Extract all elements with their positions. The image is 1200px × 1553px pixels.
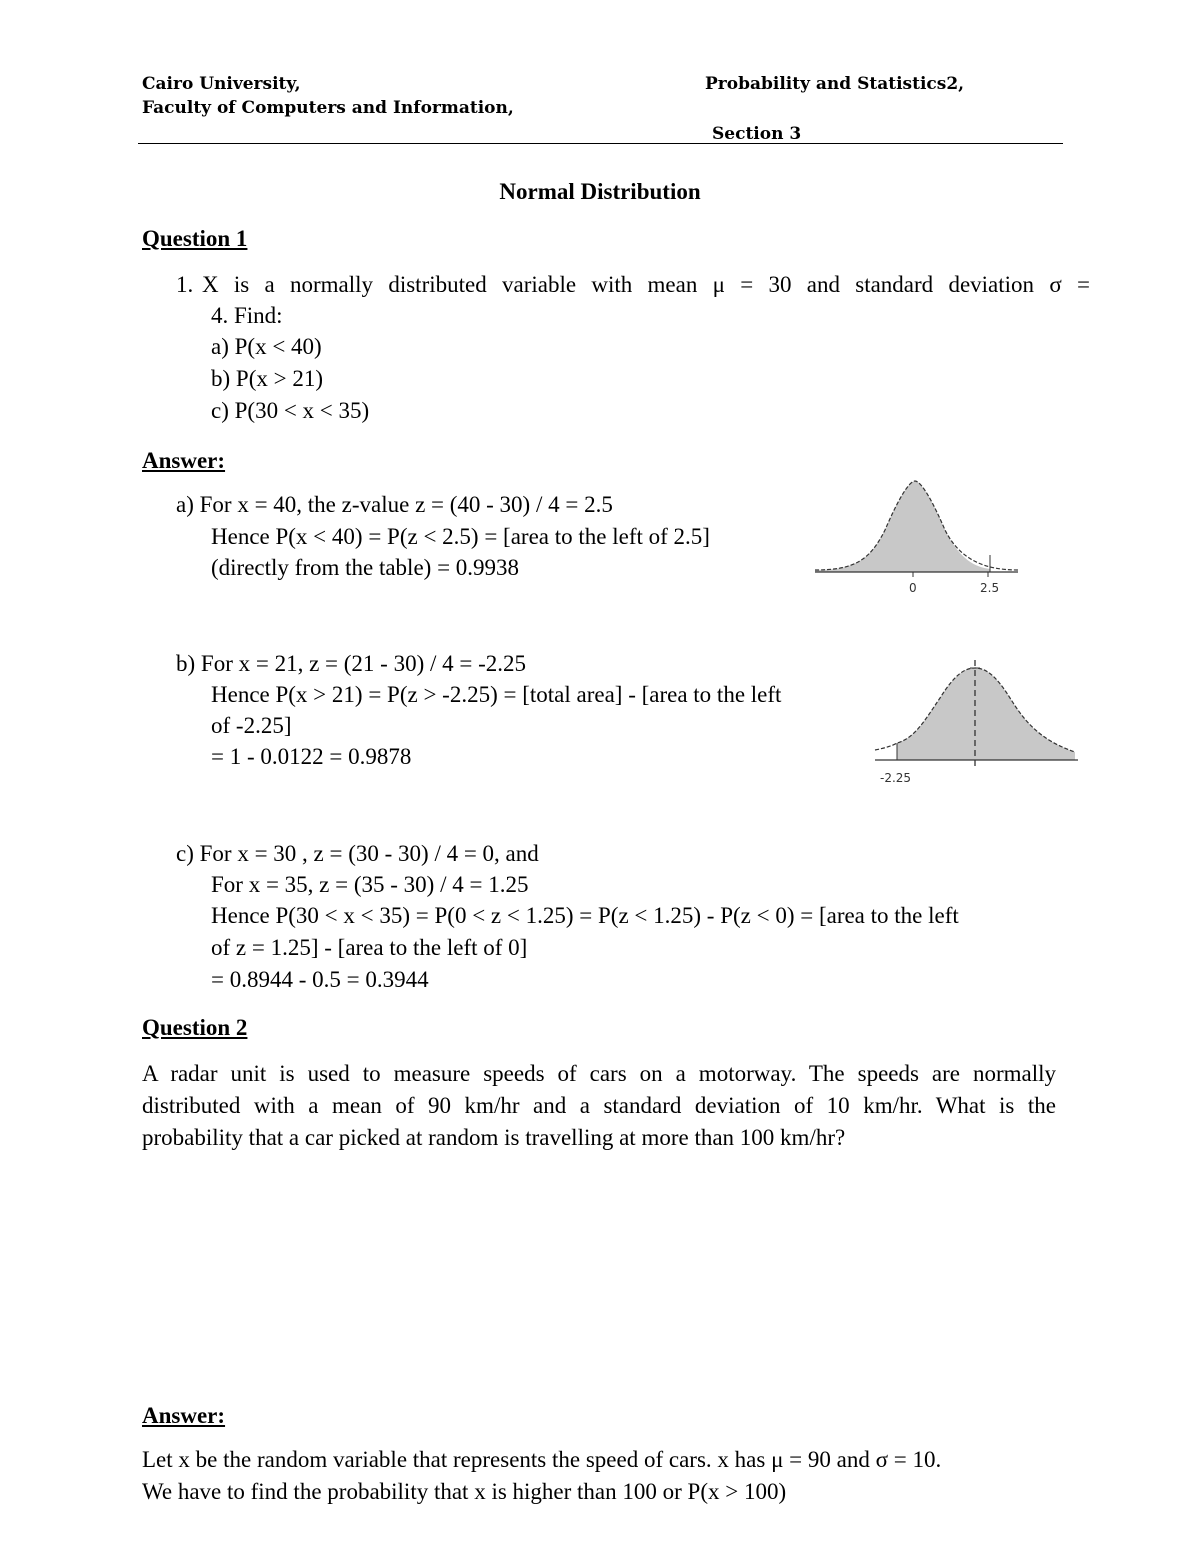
answer-2-line1: Let x be the random variable that represents the speed of cars. x has μ = 90 and σ = 10. [142, 1447, 942, 1472]
answer-a-line2: Hence P(x < 40) = P(z < 2.5) = [area to the left of 2.5] [211, 524, 710, 549]
page-title: Normal Distribution [499, 179, 701, 204]
normal-curve-figure-a [810, 475, 1025, 600]
answer-b-line3: of -2.25] [211, 713, 292, 738]
faculty-name: Faculty of Computers and Information, [142, 98, 514, 118]
answer-b-line4: = 1 - 0.0122 = 0.9878 [211, 744, 412, 769]
tick-label-0: 0 [909, 581, 917, 595]
tick-label-2-5: 2.5 [980, 581, 1000, 595]
question-1-number: 1. [176, 272, 194, 297]
answer-c-line1: c) For x = 30 , z = (30 - 30) / 4 = 0, and [176, 841, 539, 866]
answer-c-line3: Hence P(30 < x < 35) = P(0 < z < 1.25) = P(z < 1.25) - P(z < 0) = [area to the left [211, 903, 959, 928]
answer-2-line2: We have to find the probability that x is higher than 100 or P(x > 100) [142, 1479, 787, 1504]
answer-a-line1: a) For x = 40, the z-value z = (40 - 30) / 4 = 2.5 [176, 492, 613, 517]
question-1-part-c: c) P(30 < x < 35) [211, 398, 370, 423]
shaded-area-left-of-2-5 [815, 481, 990, 572]
question-2-line1: A radar unit is used to measure speeds of cars on a motorway. The speeds are normally [142, 1061, 1056, 1086]
question-1-statement-line1: X is a normally distributed variable with mean μ = 30 and standard deviation σ = [202, 272, 1090, 297]
answer-c-line2: For x = 35, z = (35 - 30) / 4 = 1.25 [211, 872, 529, 897]
university-name: Cairo University, [142, 74, 301, 94]
question-2-line2: distributed with a mean of 90 km/hr and a standard deviation of 10 km/hr. What is the [142, 1093, 1056, 1118]
answer-2-heading: Answer: [142, 1403, 226, 1428]
question-1-heading: Question 1 [142, 226, 248, 251]
header-rule [138, 143, 1063, 144]
answer-1-heading: Answer: [142, 448, 226, 473]
question-2-line3: probability that a car picked at random is travelling at more than 100 km/hr? [142, 1125, 846, 1150]
shaded-area-right-of-minus-2-25 [897, 668, 1075, 760]
question-1-part-a: a) P(x < 40) [211, 334, 322, 359]
question-1-statement-line2: 4. Find: [211, 303, 283, 328]
normal-curve-figure-b [870, 660, 1085, 790]
tick-label-minus-2-25: -2.25 [880, 771, 912, 785]
answer-c-line5: = 0.8944 - 0.5 = 0.3944 [211, 967, 429, 992]
answer-a-line3: (directly from the table) = 0.9938 [211, 555, 520, 580]
question-2-heading: Question 2 [142, 1015, 248, 1040]
answer-b-line2: Hence P(x > 21) = P(z > -2.25) = [total area] - [area to the left [211, 682, 782, 707]
section-label: Section 3 [712, 124, 802, 144]
course-name: Probability and Statistics2, [705, 74, 965, 94]
question-1-part-b: b) P(x > 21) [211, 366, 323, 391]
answer-b-line1: b) For x = 21, z = (21 - 30) / 4 = -2.25 [176, 651, 527, 676]
answer-c-line4: of z = 1.25] - [area to the left of 0] [211, 935, 528, 960]
